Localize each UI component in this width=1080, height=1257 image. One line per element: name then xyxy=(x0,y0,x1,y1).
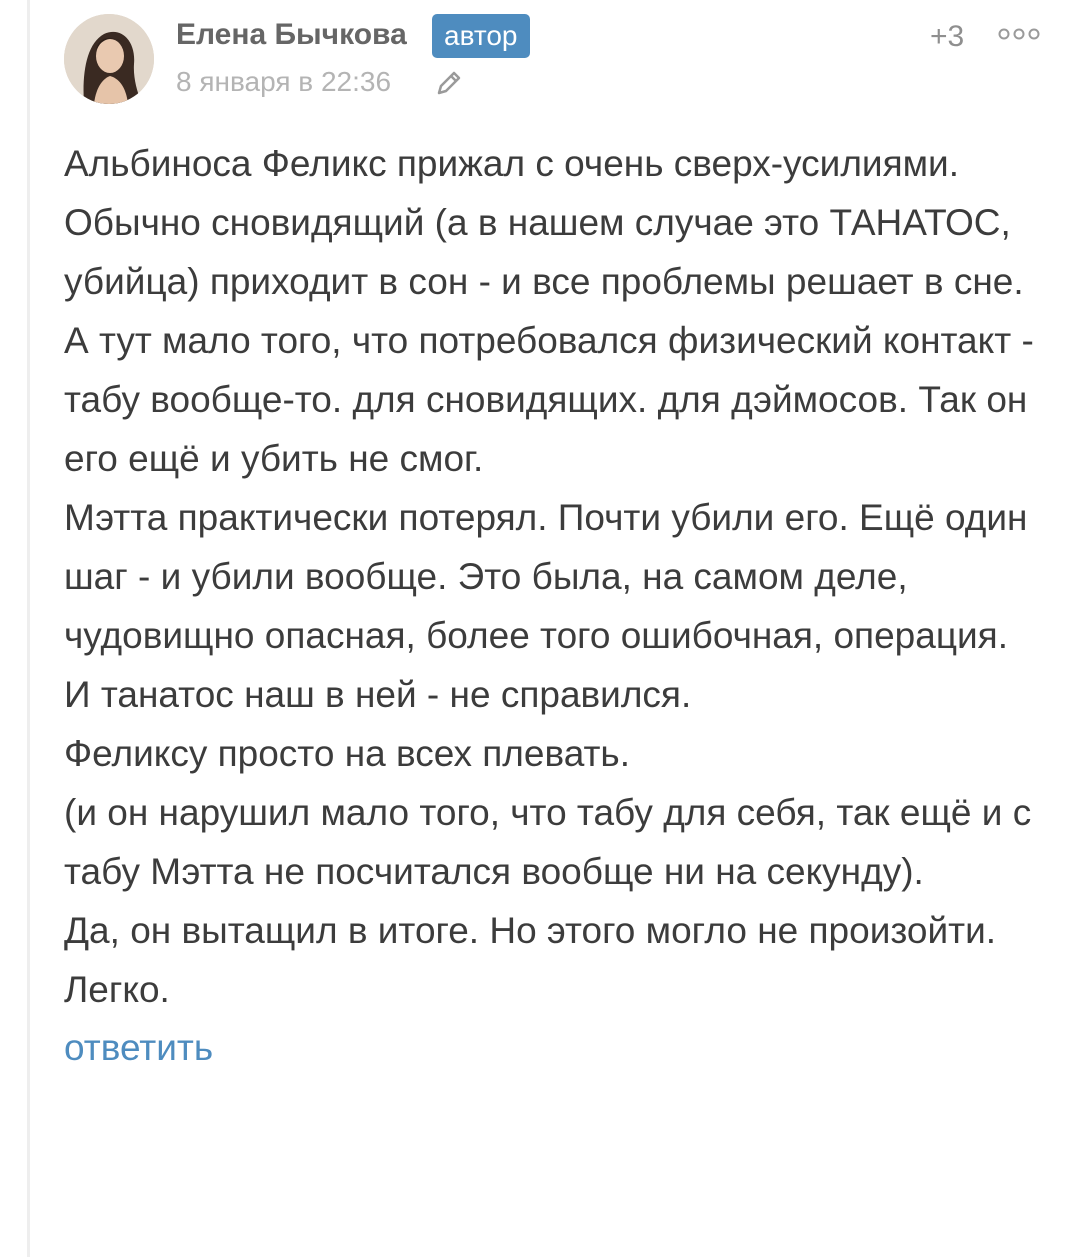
avatar[interactable] xyxy=(64,14,154,104)
author-name[interactable]: Елена Бычкова xyxy=(176,18,407,51)
comment-header xyxy=(64,14,1054,106)
reply-link[interactable]: ответить xyxy=(64,1027,214,1068)
thread-indent-line xyxy=(27,0,30,1257)
comment-rating: +3 xyxy=(930,20,965,53)
comment-paragraph: Мэтта практически потерял. Почти убили его. Ещё один шаг - и убили вообще. Это была, на самом деле, чудовищно опасная, более того ошибочная, операция. xyxy=(64,497,1028,656)
more-dots-icon[interactable] xyxy=(996,24,1042,44)
comment-paragraph: И танатос наш в ней - не справился. xyxy=(64,674,692,715)
comment-paragraph: Феликсу просто на всех плевать. xyxy=(64,733,630,774)
comment-paragraph: (и он нарушил мало того, что табу для себя, так ещё и с табу Мэтта не посчитался вообще ни на секунду). xyxy=(64,792,1032,892)
comment-timestamp[interactable]: 8 января в 22:36 xyxy=(176,66,392,97)
comment xyxy=(64,14,1054,1069)
comment-paragraph: Альбиноса Феликс прижал с очень сверх-усилиями. Обычно сновидящий (а в нашем случае это ТАНАТОС, убийца) приходит в сон - и все проблемы решает в сне. xyxy=(64,143,1024,302)
pencil-icon xyxy=(434,68,464,98)
comment-paragraph: Да, он вытащил в итоге. Но этого могло не произойти. Легко. xyxy=(64,910,997,1010)
author-badge: автор xyxy=(432,14,530,58)
comment-paragraph: А тут мало того, что потребовался физический контакт - табу вообще-то. для сновидящих. для дэймосов. Так он его ещё и убить не смог. xyxy=(64,320,1034,479)
comment-body xyxy=(64,134,1054,1019)
